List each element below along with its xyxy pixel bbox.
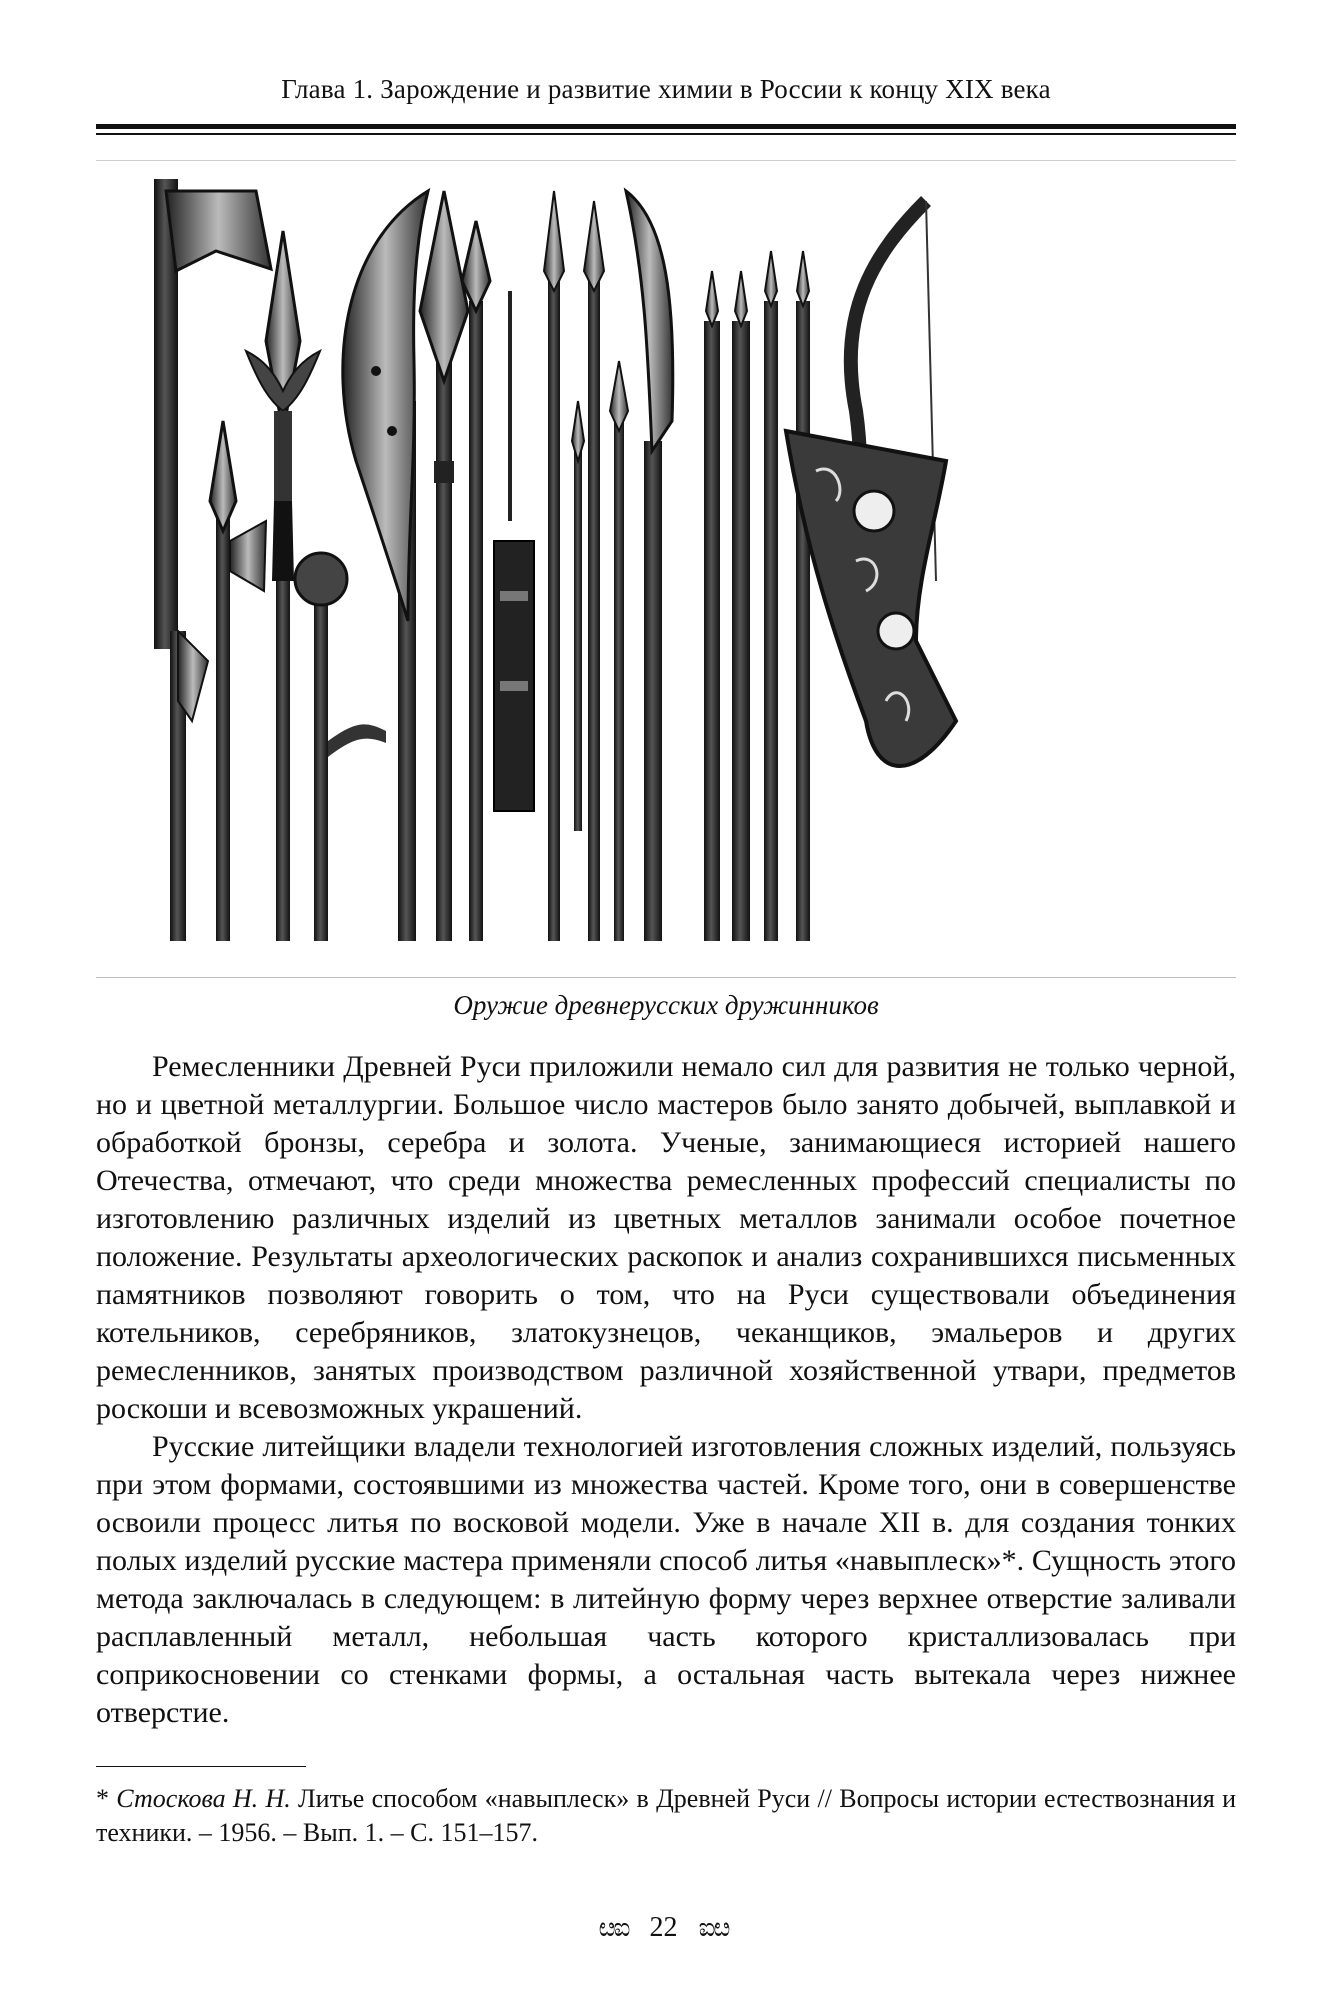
header-rule-thick [96, 124, 1236, 129]
leaf-spear [420, 191, 468, 941]
footnote-rule [96, 1766, 306, 1767]
page-footer [0, 1912, 1327, 1944]
pike-3 [764, 251, 778, 941]
bow-and-bowcase [786, 201, 956, 766]
ornament-left-icon: ೞಐ [598, 1913, 629, 1942]
javelin-1 [544, 191, 564, 941]
bardiche [343, 191, 428, 941]
weapons-illustration [96, 161, 1236, 977]
footnote-text: Литье способом «навыплеск» в Древней Руси // Вопросы истории естествознания и техники. – 1956. – Вып. 1. – С. 151–157. [96, 1784, 1237, 1847]
body-text [96, 1048, 1236, 1732]
short-spear [462, 221, 490, 941]
javelin-3 [584, 201, 604, 941]
axe-2 [170, 631, 208, 941]
arrow-quiver [494, 291, 534, 811]
page-number: 22 [649, 1912, 678, 1943]
javelin-2 [572, 401, 584, 831]
paragraph-1: Ремесленники Древней Руси приложили немало сил для развития не только черной, но и цветной металлургии. Большое число мастеров было занято добычей, выплавкой и обработкой бронзы, серебра и золота. Ученые, занимающиеся историей нашего Отечества, отмечают, что среди множества ремесленных профессий специалисты по изготовлению различных изделий из цветных металлов занимали особое почетное положение. Результаты археологических раскопок и анализ сохранившихся письменных памятников позволяют говорить о том, что на Руси существовали объединения котельников, серебряников, златокузнецов, чеканщиков, эмальеров и других ремесленников, занятых производством различной хозяйственной утвари, предметов роскоши и всевозможных украшений. [96, 1050, 1236, 1425]
glaive [626, 191, 673, 941]
pike-2 [732, 271, 750, 941]
figure-caption: Оружие древнерусских дружинников [96, 977, 1236, 1032]
javelin-4 [610, 361, 628, 941]
pike-1 [704, 271, 720, 941]
halberd [210, 421, 266, 941]
pike-4 [796, 251, 810, 941]
mace [295, 553, 386, 941]
paragraph-2: Русские литейщики владели технологией изготовления сложных изделий, пользуясь при этом формами, состоявшими из множества частей. Кроме того, они в совершенстве освоили процесс литья по восковой модели. Уже в начале XII в. для создания тонких полых изделий русские мастера применяли способ литья «навыплеск»*. Сущность этого метода заключалась в следующем: в литейную форму через верхнее отверстие заливали расплавленный металл, небольшая часть которого кристаллизовалась при соприкосновении со стенками формы, а остальная часть вытекала через нижнее отверстие. [96, 1430, 1236, 1729]
ornament-right-icon: ಐೞ [698, 1913, 729, 1942]
weapons-figure [96, 160, 1236, 1031]
header-rule-thin [96, 133, 1236, 135]
running-title: Глава 1. Зарождение и развитие химии в России к концу XIX века [281, 74, 1051, 104]
footnote [96, 1782, 1236, 1850]
footnote-author: Стоскова Н. Н. [116, 1784, 291, 1813]
footnote-marker: * [96, 1784, 117, 1813]
